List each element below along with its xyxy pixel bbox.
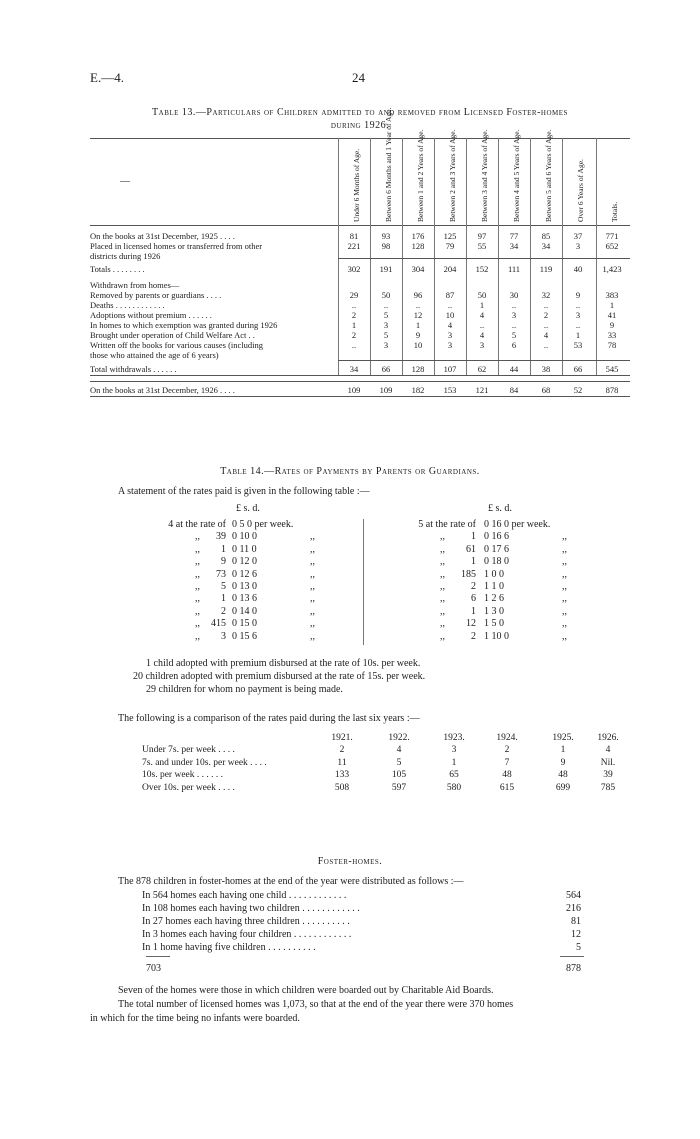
table-cell: 93 bbox=[381, 231, 391, 241]
right-rate-ditto: ,, bbox=[440, 556, 445, 568]
table-cell: 1 bbox=[415, 320, 421, 330]
left-rate-count: 3 bbox=[221, 630, 226, 642]
comparison-value: 597 bbox=[391, 782, 407, 793]
left-rate-ditto2: ,, bbox=[310, 605, 315, 617]
comparison-value: 580 bbox=[446, 782, 462, 793]
comparison-value: 11 bbox=[337, 757, 347, 768]
comparison-label: 10s. per week . . . . . . bbox=[142, 770, 223, 780]
table-cell: 98 bbox=[381, 241, 391, 251]
right-rate-rate: 1 3 0 bbox=[484, 605, 504, 617]
comparison-value: 1 bbox=[560, 745, 566, 755]
right-rate-rate: 0 16 0 per week. bbox=[484, 519, 551, 530]
right-rate-count: 6 bbox=[471, 593, 476, 605]
table-cell: 2 bbox=[543, 310, 549, 320]
left-rate-rate: 0 13 6 bbox=[232, 593, 257, 605]
table-cell: 81 bbox=[349, 231, 359, 241]
table-cell: .. bbox=[543, 300, 549, 310]
right-rate-ditto2: ,, bbox=[562, 581, 567, 592]
table-cell: .. bbox=[543, 320, 549, 330]
foster-total-rule bbox=[146, 956, 170, 957]
table-cell: 109 bbox=[347, 385, 361, 395]
table-cell: 1 bbox=[609, 300, 615, 310]
table-cell: 44 bbox=[509, 364, 519, 374]
right-rate-count: 185 bbox=[461, 568, 476, 580]
left-rate-count: 2 bbox=[221, 605, 226, 617]
comparison-value: 699 bbox=[555, 782, 571, 793]
left-rate-count: 9 bbox=[221, 556, 226, 568]
table-cell: .. bbox=[383, 300, 389, 310]
right-rate-rate: 1 5 0 bbox=[484, 618, 504, 630]
table-cell: 34 bbox=[349, 364, 359, 374]
foster-row-label: In 27 homes each having three children . . . . . . . . . . bbox=[142, 916, 350, 927]
left-rate-ditto: ,, bbox=[195, 593, 200, 605]
table-cell: .. bbox=[351, 300, 357, 310]
table-cell: 383 bbox=[605, 290, 619, 300]
rates-divider bbox=[363, 519, 364, 645]
column-divider bbox=[596, 138, 597, 375]
comparison-value: 7 bbox=[504, 757, 510, 768]
page-number: 24 bbox=[352, 70, 365, 85]
note-line: 29 children for whom no payment is being made. bbox=[146, 684, 343, 695]
comparison-value: 615 bbox=[499, 782, 515, 793]
year-header: 1926. bbox=[597, 733, 619, 743]
comparison-value: 39 bbox=[603, 770, 613, 780]
table-rule bbox=[90, 375, 630, 376]
left-rate-count: 5 bbox=[221, 581, 226, 592]
column-divider bbox=[434, 138, 435, 375]
right-rate-ditto: ,, bbox=[440, 605, 445, 617]
column-header: Totals. bbox=[609, 201, 619, 222]
left-rate-count: 73 bbox=[216, 568, 226, 580]
table-cell: 128 bbox=[411, 241, 425, 251]
left-rate-rate: 0 11 0 bbox=[232, 543, 257, 555]
table-cell: 2 bbox=[351, 330, 357, 340]
right-rate-count: 1 bbox=[471, 531, 476, 543]
left-rate-ditto2: ,, bbox=[310, 581, 315, 592]
table-cell: 34 bbox=[509, 241, 519, 251]
table-cell: 5 bbox=[511, 330, 517, 340]
table-rule bbox=[90, 381, 630, 382]
right-rate-ditto: ,, bbox=[440, 531, 445, 543]
table-cell: 3 bbox=[383, 320, 389, 330]
table-cell: 9 bbox=[575, 290, 581, 300]
column-header: Between 2 and 3 Years of Age. bbox=[447, 129, 457, 222]
row-label: those who attained the age of 6 years) bbox=[90, 350, 219, 360]
foster-total-rule bbox=[560, 956, 584, 957]
stub-dash: — bbox=[120, 176, 130, 187]
right-rate-ditto2: ,, bbox=[562, 630, 567, 642]
column-divider bbox=[562, 138, 563, 375]
table-cell: 5 bbox=[383, 310, 389, 320]
table-cell: 33 bbox=[607, 330, 617, 340]
table-cell: .. bbox=[479, 320, 485, 330]
table-14-intro: A statement of the rates paid is given in the following table :— bbox=[118, 486, 370, 497]
table-cell: 302 bbox=[347, 264, 361, 274]
right-rate-count: 12 bbox=[466, 618, 476, 630]
comparison-value: 9 bbox=[560, 757, 566, 768]
table-cell: 1,423 bbox=[602, 264, 622, 274]
comparison-value: 1 bbox=[451, 757, 457, 768]
left-rate-ditto: ,, bbox=[195, 618, 200, 630]
table-cell: 6 bbox=[511, 340, 517, 350]
column-divider bbox=[530, 138, 531, 375]
table-rule bbox=[338, 360, 630, 361]
table-cell: 40 bbox=[573, 264, 583, 274]
table-cell: 4 bbox=[447, 320, 453, 330]
left-rate-rate: 0 12 0 bbox=[232, 556, 257, 568]
row-label: On the books at 31st December, 1926 . . . . bbox=[90, 385, 235, 395]
right-rate-ditto: ,, bbox=[440, 581, 445, 592]
left-rate-rate: 0 15 6 bbox=[232, 630, 257, 642]
row-label: Removed by parents or guardians . . . . bbox=[90, 290, 222, 300]
right-rate-ditto2: ,, bbox=[562, 543, 567, 555]
table-rule bbox=[338, 258, 630, 259]
table-cell: 119 bbox=[539, 264, 553, 274]
left-rate-ditto: ,, bbox=[195, 568, 200, 580]
right-rate-count: 61 bbox=[466, 543, 476, 555]
left-rate-ditto2: ,, bbox=[310, 618, 315, 630]
table-cell: 62 bbox=[477, 364, 487, 374]
table-cell: 878 bbox=[605, 385, 619, 395]
table-cell: 50 bbox=[477, 290, 487, 300]
comparison-value: Nil. bbox=[600, 757, 616, 768]
currency-header: £ s. d. bbox=[236, 503, 260, 514]
table-cell: 38 bbox=[541, 364, 551, 374]
table-cell: 1 bbox=[479, 300, 485, 310]
right-rate-count: 5 at the rate of bbox=[418, 519, 476, 530]
right-rate-ditto: ,, bbox=[440, 543, 445, 555]
left-rate-rate: 0 10 0 bbox=[232, 531, 257, 543]
table-cell: .. bbox=[447, 300, 453, 310]
table-cell: 304 bbox=[411, 264, 425, 274]
comparison-value: 105 bbox=[391, 770, 407, 780]
total-children: 878 bbox=[566, 963, 581, 974]
left-rate-rate: 0 13 0 bbox=[232, 581, 257, 592]
left-rate-ditto2: ,, bbox=[310, 556, 315, 568]
year-header: 1922. bbox=[388, 733, 410, 743]
comparison-value: 48 bbox=[502, 770, 512, 780]
comparison-value: 3 bbox=[451, 745, 457, 755]
total-homes: 703 bbox=[146, 963, 161, 974]
column-header: Between 5 and 6 Years of Age. bbox=[543, 129, 553, 222]
table-cell: 52 bbox=[573, 385, 583, 395]
table-cell: 5 bbox=[383, 330, 389, 340]
table-cell: 30 bbox=[509, 290, 519, 300]
foster-para-2b: in which for the time being no infants were boarded. bbox=[90, 1013, 300, 1024]
left-rate-count: 1 bbox=[221, 543, 226, 555]
right-rate-ditto: ,, bbox=[440, 568, 445, 580]
table-cell: 10 bbox=[413, 340, 423, 350]
comparison-value: 2 bbox=[504, 745, 510, 755]
table-cell: 34 bbox=[541, 241, 551, 251]
column-header: Between 3 and 4 Years of Age. bbox=[479, 129, 489, 222]
foster-homes-title: Foster-homes. bbox=[317, 856, 383, 867]
left-rate-ditto2: ,, bbox=[310, 543, 315, 555]
foster-row-label: In 564 homes each having one child . . . . . . . . . . . . bbox=[142, 890, 347, 901]
table-cell: .. bbox=[415, 300, 421, 310]
right-rate-count: 2 bbox=[471, 581, 476, 592]
table-cell: 152 bbox=[475, 264, 489, 274]
table-cell: 12 bbox=[413, 310, 423, 320]
table-cell: 55 bbox=[477, 241, 487, 251]
table-cell: 204 bbox=[443, 264, 457, 274]
foster-para-2a: The total number of licensed homes was 1,073, so that at the end of the year there were 370 homes bbox=[118, 999, 514, 1010]
column-divider bbox=[402, 138, 403, 375]
table-cell: 771 bbox=[605, 231, 619, 241]
table-cell: 109 bbox=[379, 385, 393, 395]
foster-row-label: In 3 homes each having four children . . . . . . . . . . . . bbox=[142, 929, 352, 940]
table-cell: 121 bbox=[475, 385, 489, 395]
table-cell: 652 bbox=[605, 241, 619, 251]
right-rate-ditto2: ,, bbox=[562, 593, 567, 605]
comparison-value: 4 bbox=[396, 745, 402, 755]
right-rate-rate: 0 16 6 bbox=[484, 531, 509, 543]
row-label: Brought under operation of Child Welfare Act . . bbox=[90, 330, 255, 340]
foster-row-label: In 1 home having five children . . . . . . . . . . bbox=[142, 942, 316, 953]
table-cell: 3 bbox=[447, 340, 453, 350]
table-14-title: Table 14.—Rates of Payments by Parents or Guardians. bbox=[220, 466, 480, 477]
note-line: 20 children adopted with premium disbursed at the rate of 15s. per week. bbox=[133, 671, 426, 682]
right-rate-rate: 1 1 0 bbox=[484, 581, 504, 592]
table-cell: 66 bbox=[573, 364, 583, 374]
table-cell: 79 bbox=[445, 241, 455, 251]
left-rate-ditto: ,, bbox=[195, 630, 200, 642]
column-divider bbox=[466, 138, 467, 375]
row-label: Total withdrawals . . . . . . bbox=[90, 364, 177, 374]
comparison-value: 133 bbox=[334, 770, 350, 780]
table-cell: 77 bbox=[509, 231, 519, 241]
comparison-value: 5 bbox=[396, 757, 402, 768]
right-rate-ditto2: ,, bbox=[562, 568, 567, 580]
left-rate-count: 39 bbox=[216, 531, 226, 543]
year-header: 1924. bbox=[496, 733, 518, 743]
comparison-value: 785 bbox=[600, 782, 616, 793]
table-cell: 128 bbox=[411, 364, 425, 374]
table-cell: .. bbox=[511, 320, 517, 330]
table-cell: 9 bbox=[609, 320, 615, 330]
table-cell: 4 bbox=[479, 330, 485, 340]
comparison-label: 7s. and under 10s. per week . . . . bbox=[142, 757, 267, 768]
column-divider bbox=[370, 138, 371, 375]
comparison-value: 65 bbox=[449, 770, 459, 780]
comparison-value: 48 bbox=[558, 770, 568, 780]
column-header: Between 6 Months and 1 Year of Age. bbox=[383, 107, 393, 222]
foster-intro: The 878 children in foster-homes at the end of the year were distributed as follows :— bbox=[118, 876, 464, 887]
table-cell: 176 bbox=[411, 231, 425, 241]
table-cell: 50 bbox=[381, 290, 391, 300]
left-rate-count: 4 at the rate of bbox=[168, 519, 226, 530]
comparison-label: Under 7s. per week . . . . bbox=[142, 745, 235, 755]
comparison-value: 2 bbox=[339, 745, 345, 755]
table-cell: 111 bbox=[507, 264, 521, 274]
table-cell: 3 bbox=[575, 310, 581, 320]
comparison-label: Over 10s. per week . . . . bbox=[142, 782, 235, 793]
foster-row-value: 216 bbox=[566, 903, 581, 914]
right-rate-rate: 1 0 0 bbox=[484, 568, 504, 580]
left-rate-rate: 0 12 6 bbox=[232, 568, 257, 580]
foster-row-value: 12 bbox=[571, 929, 581, 940]
row-label: Placed in licensed homes or transferred from other bbox=[90, 241, 263, 251]
left-rate-ditto2: ,, bbox=[310, 630, 315, 642]
right-rate-count: 1 bbox=[471, 605, 476, 617]
right-rate-ditto: ,, bbox=[440, 593, 445, 605]
right-rate-rate: 1 10 0 bbox=[484, 630, 509, 642]
foster-row-value: 5 bbox=[576, 942, 581, 953]
year-header: 1923. bbox=[443, 733, 465, 743]
table-cell: 182 bbox=[411, 385, 425, 395]
column-header: Over 6 Years of Age. bbox=[575, 159, 585, 222]
table-cell: 4 bbox=[479, 310, 485, 320]
row-label: Deaths . . . . . . . . . . . . bbox=[90, 300, 165, 310]
row-label: On the books at 31st December, 1925 . . . . bbox=[90, 231, 235, 241]
column-header: Between 1 and 2 Years of Age. bbox=[415, 129, 425, 222]
row-label: Adoptions without premium . . . . . . bbox=[90, 310, 212, 320]
left-rate-ditto: ,, bbox=[195, 556, 200, 568]
right-rate-rate: 0 18 0 bbox=[484, 556, 509, 568]
table-cell: 153 bbox=[443, 385, 457, 395]
right-rate-ditto2: ,, bbox=[562, 605, 567, 617]
left-rate-count: 1 bbox=[221, 593, 226, 605]
currency-header: £ s. d. bbox=[488, 503, 512, 514]
table-cell: 78 bbox=[607, 340, 617, 350]
table-cell: .. bbox=[511, 300, 517, 310]
row-label: In homes to which exemption was granted during 1926 bbox=[90, 320, 278, 330]
table-cell: .. bbox=[543, 340, 549, 350]
left-rate-ditto: ,, bbox=[195, 605, 200, 617]
table-cell: 84 bbox=[509, 385, 519, 395]
left-rate-rate: 0 14 0 bbox=[232, 605, 257, 617]
note-line: 1 child adopted with premium disbursed at the rate of 10s. per week. bbox=[146, 658, 421, 669]
right-rate-rate: 1 2 6 bbox=[484, 593, 504, 605]
left-rate-count: 415 bbox=[211, 618, 226, 630]
table-cell: 221 bbox=[347, 241, 361, 251]
row-label: Withdrawn from homes— bbox=[90, 280, 180, 290]
right-rate-rate: 0 17 6 bbox=[484, 543, 509, 555]
table-cell: 125 bbox=[443, 231, 457, 241]
right-rate-count: 2 bbox=[471, 630, 476, 642]
foster-row-label: In 108 homes each having two children . . . . . . . . . . . . bbox=[142, 903, 360, 914]
column-divider bbox=[498, 138, 499, 375]
left-rate-ditto2: ,, bbox=[310, 531, 315, 543]
table-cell: 9 bbox=[415, 330, 421, 340]
foster-row-value: 564 bbox=[566, 890, 581, 901]
table-cell: 1 bbox=[351, 320, 357, 330]
table-cell: 107 bbox=[443, 364, 457, 374]
right-rate-ditto2: ,, bbox=[562, 618, 567, 630]
table-cell: 10 bbox=[445, 310, 455, 320]
table-cell: 87 bbox=[445, 290, 455, 300]
right-rate-ditto2: ,, bbox=[562, 556, 567, 568]
left-rate-rate: 0 5 0 per week. bbox=[232, 519, 294, 530]
table-cell: 4 bbox=[543, 330, 549, 340]
right-rate-ditto2: ,, bbox=[562, 531, 567, 543]
row-label: districts during 1926 bbox=[90, 251, 161, 261]
table-cell: 191 bbox=[379, 264, 393, 274]
table-cell: .. bbox=[575, 320, 581, 330]
table-cell: 32 bbox=[541, 290, 551, 300]
table-cell: 41 bbox=[607, 310, 617, 320]
table-cell: 97 bbox=[477, 231, 487, 241]
table-cell: 1 bbox=[575, 330, 581, 340]
right-rate-ditto: ,, bbox=[440, 630, 445, 642]
table-13-title: Table 13.—Particulars of Children admitted to and removed from Licensed Foster-homes during 1926. bbox=[152, 107, 568, 131]
left-rate-ditto: ,, bbox=[195, 531, 200, 543]
table-cell: .. bbox=[575, 300, 581, 310]
table-cell: 68 bbox=[541, 385, 551, 395]
right-rate-ditto: ,, bbox=[440, 618, 445, 630]
year-header: 1925. bbox=[552, 733, 574, 743]
comparison-value: 508 bbox=[334, 782, 350, 793]
left-rate-ditto2: ,, bbox=[310, 568, 315, 580]
comparison-value: 4 bbox=[605, 745, 611, 755]
left-rate-ditto: ,, bbox=[195, 543, 200, 555]
year-header: 1921. bbox=[331, 733, 353, 743]
foster-para-1: Seven of the homes were those in which children were boarded out by Charitable Aid Boards. bbox=[118, 985, 494, 996]
table-cell: 3 bbox=[511, 310, 517, 320]
table-cell: 96 bbox=[413, 290, 423, 300]
table-rule bbox=[90, 396, 630, 397]
table-cell: 29 bbox=[349, 290, 359, 300]
left-rate-ditto: ,, bbox=[195, 581, 200, 592]
table-cell: 3 bbox=[479, 340, 485, 350]
right-rate-count: 1 bbox=[471, 556, 476, 568]
left-rate-ditto2: ,, bbox=[310, 593, 315, 605]
table-cell: 3 bbox=[575, 241, 581, 251]
table-cell: 53 bbox=[573, 340, 583, 350]
row-label: Written off the books for various causes (including bbox=[90, 340, 264, 350]
table-cell: 545 bbox=[605, 364, 619, 374]
table-cell: 66 bbox=[381, 364, 391, 374]
table-cell: 2 bbox=[351, 310, 357, 320]
table-cell: 3 bbox=[447, 330, 453, 340]
table-cell: 3 bbox=[383, 340, 389, 350]
left-rate-rate: 0 15 0 bbox=[232, 618, 257, 630]
table-cell: 37 bbox=[573, 231, 583, 241]
column-header: Under 6 Months of Age. bbox=[351, 148, 361, 222]
foster-row-value: 81 bbox=[571, 916, 581, 927]
document-reference: E.—4. bbox=[90, 70, 124, 85]
table-cell: 85 bbox=[541, 231, 551, 241]
row-label: Totals . . . . . . . . bbox=[90, 264, 145, 274]
comparison-intro: The following is a comparison of the rates paid during the last six years :— bbox=[118, 713, 420, 724]
table-cell: .. bbox=[351, 340, 357, 350]
column-header: Between 4 and 5 Years of Age. bbox=[511, 129, 521, 222]
